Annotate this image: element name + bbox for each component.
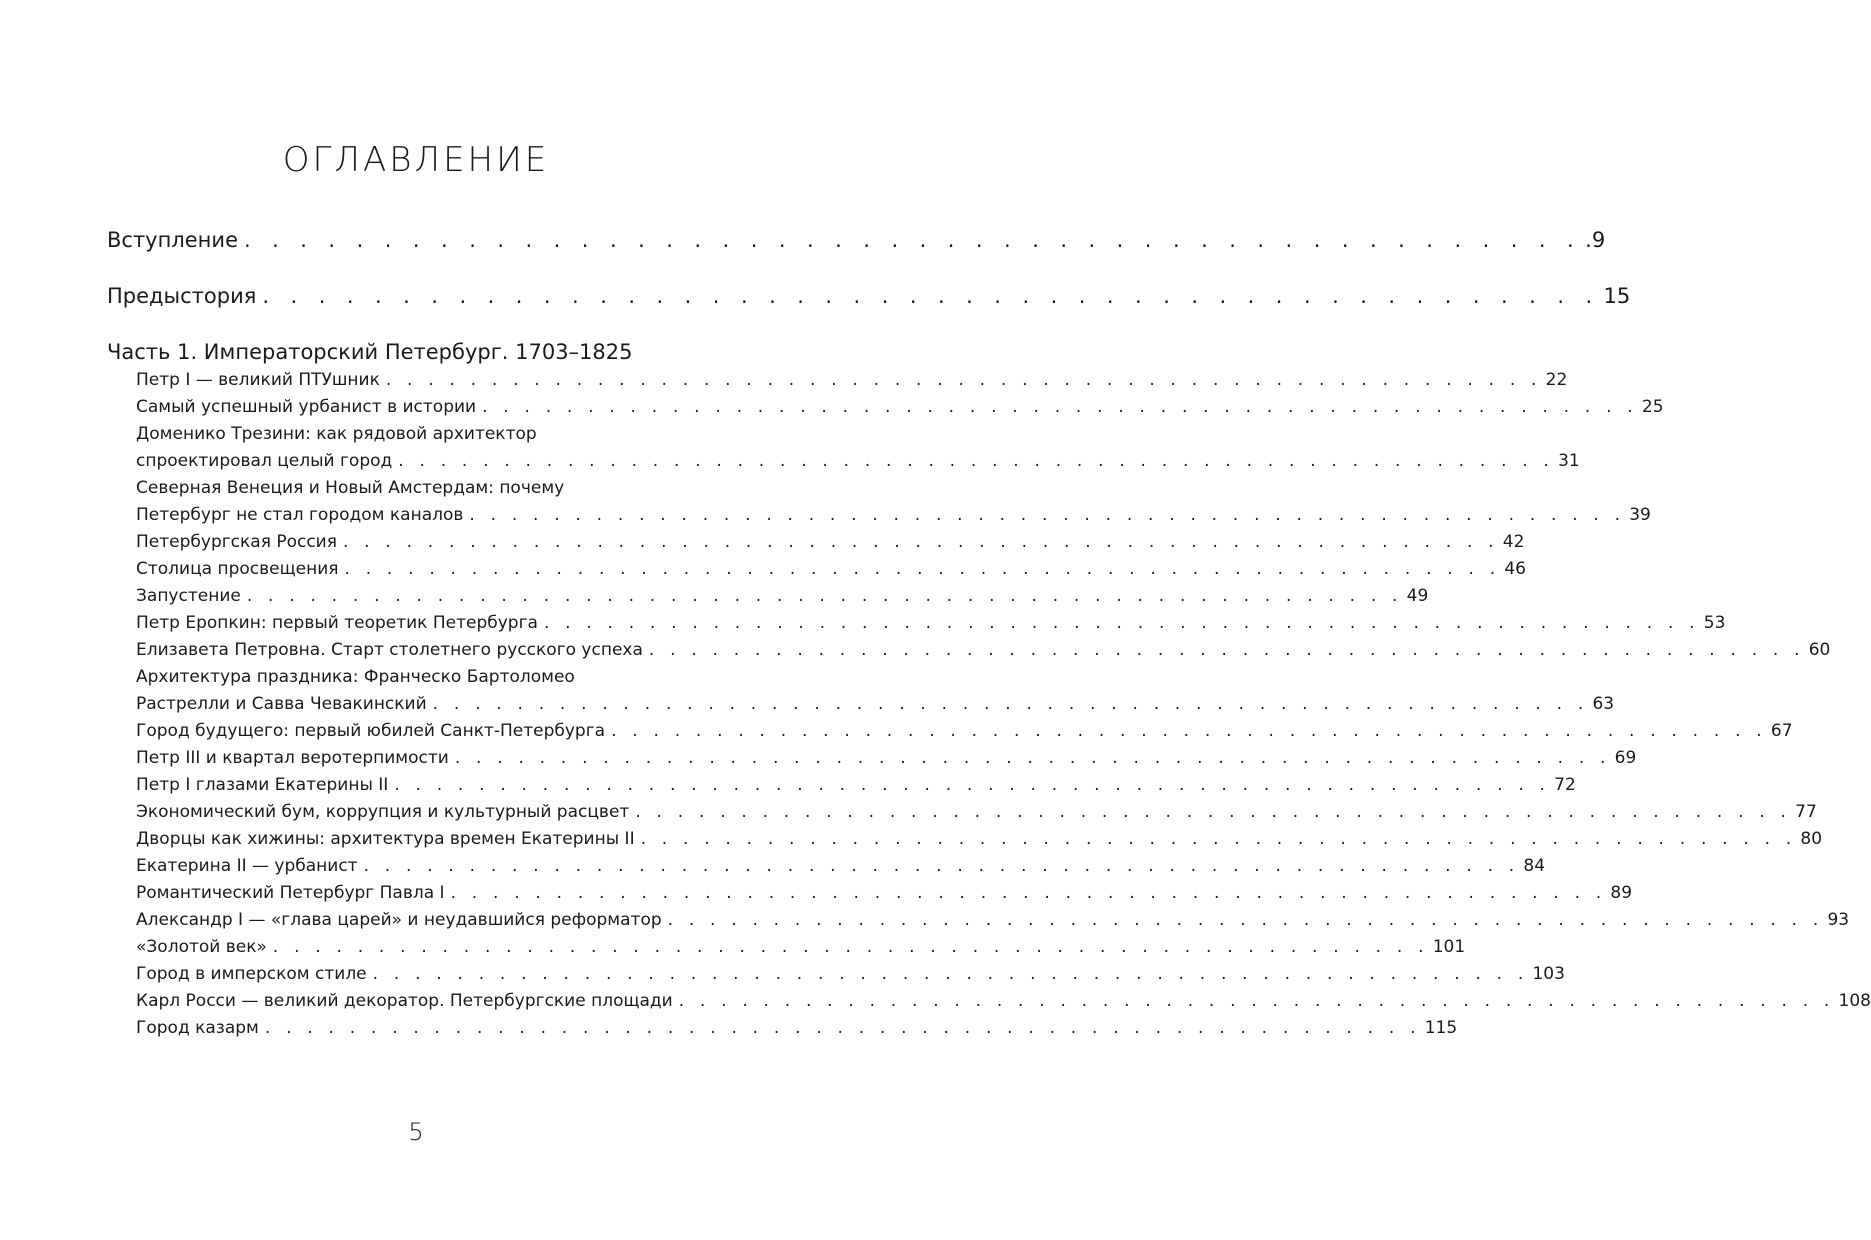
toc-entry-page: 84 — [1523, 856, 1546, 876]
toc-entry[interactable] — [136, 856, 1546, 876]
toc-entry-page: 63 — [1592, 694, 1615, 714]
toc-entry-page: 22 — [1545, 370, 1568, 390]
toc-entry-page: 93 — [1827, 910, 1850, 930]
leader-dots: . . . . . . . . . . . . . . . . . . . . . . . . . . . . . . . . . . . . . . . . . . . . . . . . . . . . . . . — [482, 397, 1638, 417]
toc-entry-page: 67 — [1770, 721, 1793, 741]
toc-entry-line[interactable]: Архитектура праздника: Франческо Бартоломео — [136, 667, 575, 687]
page-title: ОГЛАВЛЕНИЕ — [282, 140, 550, 180]
leader-dots: . . . . . . . . . . . . . . . . . . . . . . . . . . . . . . . . . . . . . . . . . . . . . . . . . . . . . . . — [678, 991, 1835, 1011]
toc-entry-page: 15 — [1603, 284, 1631, 308]
toc-part-heading[interactable]: Часть 1. Императорский Петербург. 1703–1825 — [107, 340, 633, 364]
toc-entry-page: 42 — [1502, 532, 1525, 552]
leader-dots: . . . . . . . . . . . . . . . . . . . . . . . . . . . . . . . . . . . . . . . . . . . . . . . . . . . . . . . — [640, 829, 1797, 849]
toc-entry-page: 31 — [1558, 451, 1580, 471]
leader-dots: . . . . . . . . . . . . . . . . . . . . . . . . . . . . . . . . . . . . . . . . . . . . . . . . . . . . . . . — [342, 532, 1499, 552]
toc-entry-line[interactable]: Доменико Трезини: как рядовой архитектор — [136, 424, 537, 444]
leader-dots: . . . . . . . . . . . . . . . . . . . . . . . . . . . . . . . . . . . . . . . . . . . . . . . . . . . . . . . — [385, 370, 1542, 390]
leader-dots: . . . . . . . . . . . . . . . . . . . . . . . . . . . . . . . . . . . . . . . . . . . . . . . . . . . . . . . — [344, 559, 1501, 579]
toc-entry-page: 60 — [1808, 640, 1831, 660]
toc-entry-title: спроектировал целый город — [136, 451, 393, 471]
toc-entry-title: «Золотой век» — [136, 937, 267, 957]
toc-entry[interactable] — [136, 613, 1726, 633]
toc-entry-title: Карл Росси — великий декоратор. Петербургские площади — [136, 991, 673, 1011]
leader-dots: . . . . . . . . . . . . . . . . . . . . . . . . . . . . . . . . . . . . . . . . . . . . . . . . . . . . . . . — [635, 802, 1792, 822]
leader-dots: . . . . . . . . . . . . . . . . . . . . . . . . . . . . . . . . . . . . . . . . . . . . . . . . . . . . . . . — [469, 505, 1626, 525]
toc-entry-page: 69 — [1614, 748, 1637, 768]
leader-dots: . . . . . . . . . . . . . . . . . . . . . . . . . . . . . . . . . . . . . . . . . . . . . . . . . . . . . . . — [246, 586, 1403, 606]
leader-dots: . . . . . . . . . . . . . . . . . . . . . . . . . . . . . . . . . . . . . . . . . . . . . . . . . . . . . . . — [432, 694, 1589, 714]
toc-entry-title: Экономический бум, коррупция и культурный расцвет — [136, 802, 630, 822]
toc-entry[interactable] — [136, 1018, 1458, 1038]
leader-dots: . . . . . . . . . . . . . . . . . . . . . . . . . . . . . . . . . . . . . . . . . . . . . . . . . . . . . . . — [543, 613, 1700, 633]
leader-dots: . . . . . . . . . . . . . . . . . . . . . . . . . . . . . . . . . . . . . . . . . . . . . . . . — [243, 228, 1582, 252]
toc-entry-page: 25 — [1641, 397, 1664, 417]
toc-entry-title: Запустение — [136, 586, 241, 606]
toc-entry-title: Петр Еропкин: первый теоретик Петербурга — [136, 613, 538, 633]
leader-dots: . . . . . . . . . . . . . . . . . . . . . . . . . . . . . . . . . . . . . . . . . . . . . . . . . . . . . . . — [264, 1018, 1421, 1038]
toc-entry[interactable] — [136, 370, 1568, 390]
leader-dots: . . . . . . . . . . . . . . . . . . . . . . . . . . . . . . . . . . . . . . . . . . . . . . . . . . . . . . . — [454, 748, 1611, 768]
leader-dots: . . . . . . . . . . . . . . . . . . . . . . . . . . . . . . . . . . . . . . . . . . . . . . . . . . . . . . . — [611, 721, 1767, 741]
leader-dots: . . . . . . . . . . . . . . . . . . . . . . . . . . . . . . . . . . . . . . . . . . . . . . . . — [262, 284, 1600, 308]
toc-entry-page: 49 — [1406, 586, 1429, 606]
toc-entry[interactable] — [136, 775, 1576, 795]
toc-entry[interactable] — [136, 586, 1429, 606]
toc-entry-page: 115 — [1424, 1018, 1458, 1038]
toc-entry-title: Город казарм — [136, 1018, 259, 1038]
toc-entry[interactable] — [136, 559, 1526, 579]
toc-entry-page: 53 — [1703, 613, 1726, 633]
toc-entry-title: Екатерина II — урбанист — [136, 856, 358, 876]
toc-entry[interactable] — [136, 694, 1615, 714]
leader-dots: . . . . . . . . . . . . . . . . . . . . . . . . . . . . . . . . . . . . . . . . . . . . . . . . . . . . . . . — [398, 451, 1555, 471]
toc-entry-title: Столица просвещения — [136, 559, 339, 579]
toc-entry[interactable] — [136, 802, 1817, 822]
toc-entry-title: Петр III и квартал веротерпимости — [136, 748, 449, 768]
toc-entry-page: .9 — [1585, 228, 1606, 252]
toc-entry[interactable] — [136, 505, 1651, 525]
toc-entry-prehistory[interactable] — [107, 284, 1631, 308]
toc-entry[interactable] — [136, 991, 1871, 1011]
toc-entry-title: Самый успешный урбанист в истории — [136, 397, 477, 417]
page-number: 5 — [408, 1118, 424, 1146]
toc-entry-title: Растрелли и Савва Чевакинский — [136, 694, 427, 714]
toc-entry-page: 89 — [1610, 883, 1633, 903]
toc-entry-page: 108 — [1838, 991, 1871, 1011]
toc-entry-line[interactable]: Северная Венеция и Новый Амстердам: почему — [136, 478, 565, 498]
toc-entry[interactable] — [136, 829, 1823, 849]
toc-entry[interactable] — [136, 883, 1633, 903]
leader-dots: . . . . . . . . . . . . . . . . . . . . . . . . . . . . . . . . . . . . . . . . . . . . . . . . . . . . . . . — [394, 775, 1551, 795]
toc-entry-title: Романтический Петербург Павла I — [136, 883, 445, 903]
toc-entry[interactable] — [136, 937, 1466, 957]
toc-entry[interactable] — [136, 721, 1793, 741]
toc-entry-page: 46 — [1504, 559, 1526, 579]
toc-entry[interactable] — [136, 964, 1565, 984]
toc-entry-page: 77 — [1795, 802, 1817, 822]
leader-dots: . . . . . . . . . . . . . . . . . . . . . . . . . . . . . . . . . . . . . . . . . . . . . . . . . . . . . . . — [272, 937, 1429, 957]
toc-entry-page: 101 — [1432, 937, 1466, 957]
toc-entry-page: 80 — [1800, 829, 1823, 849]
toc-entry-title: Петербургская Россия — [136, 532, 337, 552]
toc-entry[interactable] — [136, 748, 1637, 768]
toc-entry[interactable] — [136, 397, 1664, 417]
toc-entry-title: Город в имперском стиле — [136, 964, 367, 984]
leader-dots: . . . . . . . . . . . . . . . . . . . . . . . . . . . . . . . . . . . . . . . . . . . . . . . . . . . . . . . — [372, 964, 1529, 984]
toc-entry-title: Вступление — [107, 228, 238, 252]
toc-entry-title: Город будущего: первый юбилей Санкт-Петербурга — [136, 721, 606, 741]
toc-entry-title: Александр I — «глава царей» и неудавшийся реформатор — [136, 910, 662, 930]
toc-entry-intro[interactable] — [107, 228, 1606, 252]
toc-entry-title: Петр I глазами Екатерины II — [136, 775, 389, 795]
toc-entry-page: 72 — [1554, 775, 1576, 795]
toc-entry[interactable] — [136, 451, 1580, 471]
toc-entry-page: 103 — [1532, 964, 1565, 984]
toc-entry-title: Петр I — великий ПТУшник — [136, 370, 380, 390]
toc-entry[interactable] — [136, 640, 1831, 660]
toc-entry-title: Дворцы как хижины: архитектура времен Екатерины II — [136, 829, 635, 849]
toc-entry-page: 39 — [1629, 505, 1651, 525]
leader-dots: . . . . . . . . . . . . . . . . . . . . . . . . . . . . . . . . . . . . . . . . . . . . . . . . . . . . . . . — [363, 856, 1520, 876]
toc-entry[interactable] — [136, 532, 1525, 552]
toc-entry[interactable] — [136, 910, 1850, 930]
leader-dots: . . . . . . . . . . . . . . . . . . . . . . . . . . . . . . . . . . . . . . . . . . . . . . . . . . . . . . . — [450, 883, 1607, 903]
toc-entry-title: Петербург не стал городом каналов — [136, 505, 464, 525]
toc-entry-title: Елизавета Петровна. Старт столетнего русского успеха — [136, 640, 643, 660]
leader-dots: . . . . . . . . . . . . . . . . . . . . . . . . . . . . . . . . . . . . . . . . . . . . . . . . . . . . . . . — [648, 640, 1805, 660]
toc-entry-title: Предыстория — [107, 284, 257, 308]
leader-dots: . . . . . . . . . . . . . . . . . . . . . . . . . . . . . . . . . . . . . . . . . . . . . . . . . . . . . . . — [667, 910, 1824, 930]
